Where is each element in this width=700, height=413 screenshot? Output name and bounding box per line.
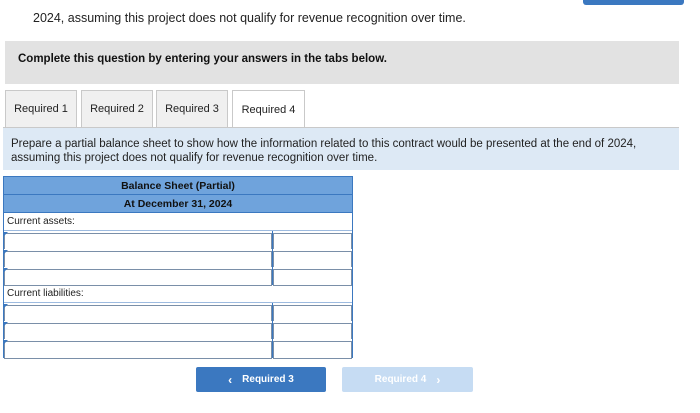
liability-row	[4, 339, 352, 357]
current-liabilities-label: Current liabilities:	[7, 288, 84, 299]
liability-row	[4, 321, 352, 339]
asset-row	[4, 249, 352, 267]
balance-sheet-title: Balance Sheet (Partial)	[4, 177, 352, 195]
previous-button-label: Required 3	[242, 374, 294, 385]
required-tabs	[5, 90, 679, 128]
dropdown-marker-icon	[4, 304, 8, 308]
asset-amount-input[interactable]	[273, 233, 352, 250]
liability-amount-input[interactable]	[273, 323, 352, 340]
liability-row	[4, 303, 352, 321]
dropdown-marker-icon	[4, 232, 8, 236]
asset-account-input[interactable]	[4, 269, 272, 286]
current-assets-row	[4, 213, 352, 231]
top-action-button[interactable]	[583, 0, 684, 5]
dropdown-marker-icon	[4, 250, 8, 254]
asset-row	[4, 267, 352, 285]
balance-sheet-table	[3, 176, 353, 358]
asset-row	[4, 231, 352, 249]
chevron-right-icon: ›	[436, 372, 441, 387]
liability-account-input[interactable]	[4, 323, 272, 340]
dropdown-marker-icon	[4, 340, 8, 344]
liability-amount-input[interactable]	[273, 341, 352, 359]
liability-account-input[interactable]	[4, 305, 272, 322]
previous-required-button[interactable]	[196, 367, 326, 392]
banner-text: Complete this question by entering your answers in the tabs below.	[18, 53, 387, 65]
current-liabilities-row	[4, 285, 352, 303]
balance-sheet-date: At December 31, 2024	[4, 195, 352, 213]
liability-amount-input[interactable]	[273, 305, 352, 322]
asset-amount-input[interactable]	[273, 269, 352, 286]
liability-account-input[interactable]	[4, 341, 272, 359]
tab-required-4[interactable]: Required 4	[232, 90, 305, 129]
dropdown-marker-icon	[4, 322, 8, 326]
dropdown-marker-icon	[4, 268, 8, 272]
asset-account-input[interactable]	[4, 233, 272, 250]
prompt-box	[3, 127, 679, 170]
asset-amount-input[interactable]	[273, 251, 352, 268]
prompt-text: Prepare a partial balance sheet to show how the information related to this contract would be presented at the end of 2024, assuming this project does not qualify for revenue recognition over time.	[11, 138, 637, 164]
asset-account-input[interactable]	[4, 251, 272, 268]
instruction-banner	[5, 41, 679, 84]
chevron-left-icon: ‹	[228, 372, 233, 387]
current-assets-label: Current assets:	[7, 216, 75, 227]
next-required-button[interactable]	[342, 367, 473, 392]
tab-required-3[interactable]: Required 3	[156, 90, 228, 128]
next-button-label: Required 4	[374, 374, 427, 385]
question-intro-text: 2024, assuming this project does not qualify for revenue recognition over time.	[33, 11, 466, 25]
tab-required-2[interactable]: Required 2	[81, 90, 153, 128]
tab-required-1[interactable]: Required 1	[5, 90, 77, 128]
